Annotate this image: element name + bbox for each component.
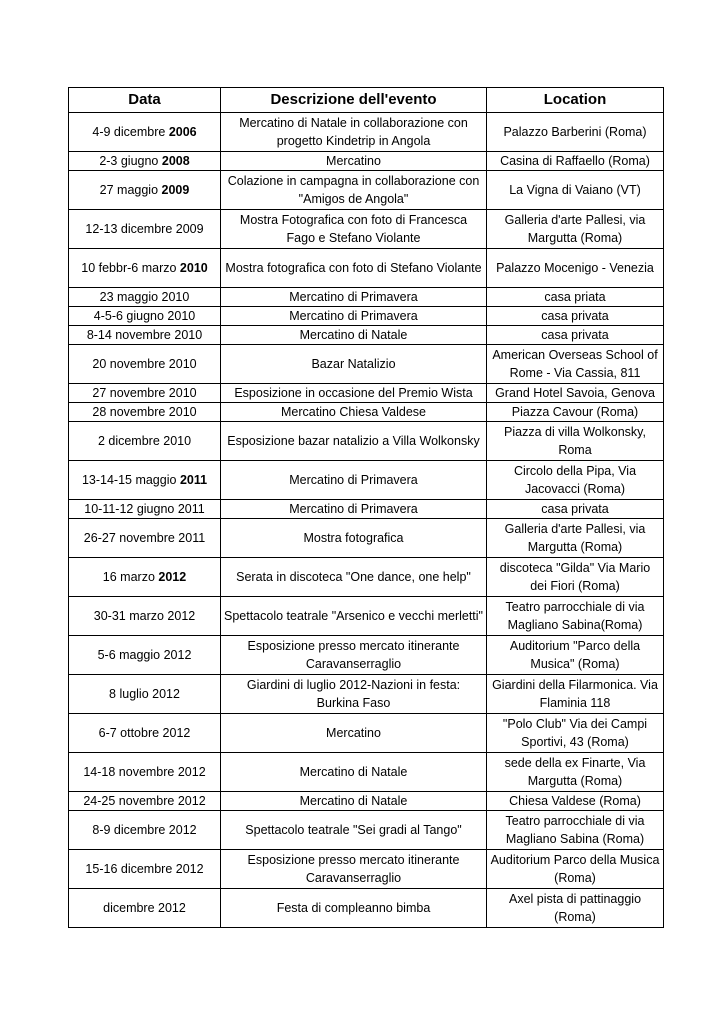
- date-text: 26-27 novembre 2011: [83, 531, 206, 545]
- table-row: [69, 210, 664, 249]
- cell-date: [69, 519, 221, 558]
- cell-description: Festa di compleanno bimba: [221, 889, 487, 928]
- cell-location: Circolo della Pipa, Via Jacovacci (Roma): [487, 461, 664, 500]
- date-text: 8-9 dicembre 2012: [92, 823, 197, 837]
- cell-date: [69, 714, 221, 753]
- cell-location: Galleria d'arte Pallesi, via Margutta (Roma): [487, 210, 664, 249]
- table-row: [69, 714, 664, 753]
- cell-description: Spettacolo teatrale "Arsenico e vecchi merletti": [221, 597, 487, 636]
- date-year: 2010: [179, 261, 208, 275]
- cell-description: Mercatino di Natale: [221, 753, 487, 792]
- cell-description: Giardini di luglio 2012-Nazioni in festa: Burkina Faso: [221, 675, 487, 714]
- cell-description: Spettacolo teatrale "Sei gradi al Tango": [221, 811, 487, 850]
- date-text: 2-3 giugno: [99, 154, 159, 168]
- cell-description: Mercatino di Primavera: [221, 461, 487, 500]
- table-row: [69, 597, 664, 636]
- date-text: 14-18 novembre 2012: [83, 765, 206, 779]
- header-location: Location: [487, 88, 664, 113]
- cell-date: [69, 811, 221, 850]
- date-text: 30-31 marzo 2012: [93, 609, 196, 623]
- date-text: 4-5-6 giugno 2010: [93, 309, 196, 323]
- cell-date: [69, 345, 221, 384]
- cell-description: Mercatino Chiesa Valdese: [221, 403, 487, 422]
- date-year: 2011: [179, 473, 208, 487]
- date-year: 2009: [161, 183, 190, 197]
- date-text: 27 maggio: [99, 183, 159, 197]
- cell-date: [69, 384, 221, 403]
- events-table: [68, 87, 664, 928]
- cell-date: [69, 422, 221, 461]
- cell-description: Mercatino di Primavera: [221, 288, 487, 307]
- cell-date: [69, 753, 221, 792]
- table-row: [69, 675, 664, 714]
- header-description: Descrizione dell'evento: [221, 88, 487, 113]
- cell-date: [69, 288, 221, 307]
- cell-date: [69, 558, 221, 597]
- date-text: 2 dicembre 2010: [97, 434, 192, 448]
- cell-date: [69, 597, 221, 636]
- date-text: 23 maggio 2010: [99, 290, 190, 304]
- table-row: [69, 152, 664, 171]
- cell-date: [69, 636, 221, 675]
- cell-description: Mercatino di Natale: [221, 326, 487, 345]
- cell-description: Mercatino: [221, 152, 487, 171]
- cell-location: casa privata: [487, 307, 664, 326]
- date-text: 20 novembre 2010: [92, 357, 197, 371]
- cell-location: Teatro parrocchiale di via Magliano Sabina (Roma): [487, 811, 664, 850]
- cell-date: [69, 113, 221, 152]
- cell-location: casa privata: [487, 326, 664, 345]
- cell-location: Palazzo Barberini (Roma): [487, 113, 664, 152]
- table-row: [69, 753, 664, 792]
- date-year: 2006: [168, 125, 197, 139]
- date-text: 13-14-15 maggio: [81, 473, 177, 487]
- cell-description: Esposizione in occasione del Premio Wista: [221, 384, 487, 403]
- cell-description: Mostra Fotografica con foto di Francesca Fago e Stefano Violante: [221, 210, 487, 249]
- date-year: 2008: [161, 154, 190, 168]
- table-row: [69, 850, 664, 889]
- cell-description: Bazar Natalizio: [221, 345, 487, 384]
- cell-date: [69, 210, 221, 249]
- cell-location: La Vigna di Vaiano (VT): [487, 171, 664, 210]
- cell-location: sede della ex Finarte, Via Margutta (Roma): [487, 753, 664, 792]
- cell-location: Axel pista di pattinaggio (Roma): [487, 889, 664, 928]
- table-row: [69, 811, 664, 850]
- date-text: 8-14 novembre 2010: [86, 328, 203, 342]
- cell-description: Mercatino di Natale in collaborazione con progetto Kindetrip in Angola: [221, 113, 487, 152]
- table-row: [69, 288, 664, 307]
- cell-location: Auditorium Parco della Musica (Roma): [487, 850, 664, 889]
- cell-description: Mercatino di Primavera: [221, 307, 487, 326]
- cell-location: Galleria d'arte Pallesi, via Margutta (Roma): [487, 519, 664, 558]
- cell-location: discoteca "Gilda" Via Mario dei Fiori (Roma): [487, 558, 664, 597]
- table-body: [69, 113, 664, 928]
- date-text: 28 novembre 2010: [92, 405, 197, 419]
- cell-location: Giardini della Filarmonica. Via Flaminia 118: [487, 675, 664, 714]
- date-text: 24-25 novembre 2012: [83, 794, 206, 808]
- table-row: [69, 889, 664, 928]
- cell-location: Casina di Raffaello (Roma): [487, 152, 664, 171]
- table-row: [69, 792, 664, 811]
- table-row: [69, 384, 664, 403]
- cell-date: [69, 307, 221, 326]
- table-row: [69, 113, 664, 152]
- cell-location: Chiesa Valdese (Roma): [487, 792, 664, 811]
- cell-description: Esposizione presso mercato itinerante Caravanserraglio: [221, 636, 487, 675]
- cell-location: Piazza Cavour (Roma): [487, 403, 664, 422]
- table-row: [69, 558, 664, 597]
- date-text: 12-13 dicembre 2009: [85, 222, 204, 236]
- cell-description: Mercatino di Primavera: [221, 500, 487, 519]
- date-year: 2012: [158, 570, 187, 584]
- cell-location: Piazza di villa Wolkonsky, Roma: [487, 422, 664, 461]
- table-row: [69, 326, 664, 345]
- date-text: 6-7 ottobre 2012: [98, 726, 191, 740]
- date-text: dicembre 2012: [103, 901, 186, 915]
- table-row: [69, 249, 664, 288]
- cell-description: Mercatino: [221, 714, 487, 753]
- cell-description: Mercatino di Natale: [221, 792, 487, 811]
- table-row: [69, 500, 664, 519]
- cell-description: Serata in discoteca "One dance, one help": [221, 558, 487, 597]
- cell-location: Grand Hotel Savoia, Genova: [487, 384, 664, 403]
- cell-location: casa privata: [487, 500, 664, 519]
- header-date: Data: [69, 88, 221, 113]
- cell-date: [69, 326, 221, 345]
- cell-date: [69, 403, 221, 422]
- cell-date: [69, 889, 221, 928]
- cell-date: [69, 171, 221, 210]
- cell-description: Esposizione presso mercato itinerante Caravanserraglio: [221, 850, 487, 889]
- table-row: [69, 307, 664, 326]
- cell-description: Mostra fotografica con foto di Stefano Violante: [221, 249, 487, 288]
- cell-date: [69, 792, 221, 811]
- cell-location: Palazzo Mocenigo - Venezia: [487, 249, 664, 288]
- cell-date: [69, 500, 221, 519]
- date-text: 15-16 dicembre 2012: [85, 862, 204, 876]
- table-row: [69, 345, 664, 384]
- cell-location: casa priata: [487, 288, 664, 307]
- date-text: 8 luglio 2012: [109, 687, 180, 701]
- date-text: 4-9 dicembre: [92, 125, 166, 139]
- header-row: [69, 88, 664, 113]
- cell-description: Colazione in campagna in collaborazione con "Amigos de Angola": [221, 171, 487, 210]
- cell-date: [69, 850, 221, 889]
- table-row: [69, 519, 664, 558]
- table-row: [69, 403, 664, 422]
- date-text: 16 marzo: [102, 570, 155, 584]
- date-text: 5-6 maggio 2012: [97, 648, 192, 662]
- table-row: [69, 636, 664, 675]
- table-row: [69, 461, 664, 500]
- cell-location: Auditorium "Parco della Musica" (Roma): [487, 636, 664, 675]
- cell-date: [69, 249, 221, 288]
- cell-description: Mostra fotografica: [221, 519, 487, 558]
- cell-location: "Polo Club" Via dei Campi Sportivi, 43 (Roma): [487, 714, 664, 753]
- cell-date: [69, 461, 221, 500]
- cell-location: American Overseas School of Rome - Via Cassia, 811: [487, 345, 664, 384]
- cell-date: [69, 675, 221, 714]
- date-text: 10 febbr-6 marzo: [81, 261, 177, 275]
- cell-date: [69, 152, 221, 171]
- date-text: 27 novembre 2010: [92, 386, 197, 400]
- cell-location: Teatro parrocchiale di via Magliano Sabina(Roma): [487, 597, 664, 636]
- cell-description: Esposizione bazar natalizio a Villa Wolkonsky: [221, 422, 487, 461]
- table-row: [69, 422, 664, 461]
- date-text: 10-11-12 giugno 2011: [84, 502, 205, 516]
- table-row: [69, 171, 664, 210]
